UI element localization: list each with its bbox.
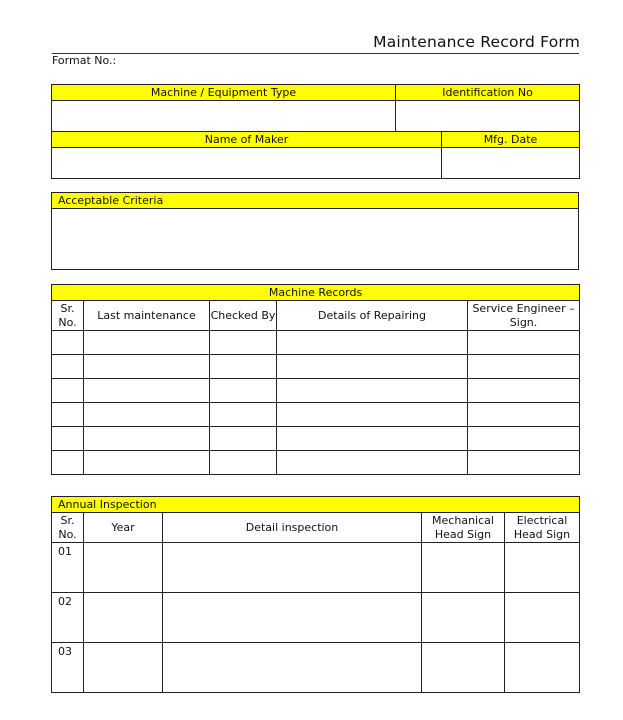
annual-inspection-header: Annual Inspection [52, 497, 580, 513]
equipment-table [51, 84, 580, 179]
table-row [52, 543, 580, 593]
table-cell[interactable] [468, 331, 580, 355]
table-cell[interactable] [163, 593, 422, 643]
machine-records-table [51, 284, 580, 475]
table-cell[interactable] [163, 543, 422, 593]
table-cell[interactable] [84, 355, 210, 379]
title-rule [52, 53, 579, 54]
table-cell[interactable] [210, 427, 277, 451]
table-row [52, 643, 580, 693]
maker-field[interactable] [52, 148, 442, 179]
mr-col-checked-by: Checked By [210, 301, 277, 331]
table-cell[interactable] [84, 643, 163, 693]
table-row [52, 331, 580, 355]
maker-header: Name of Maker [52, 132, 442, 148]
table-row [52, 379, 580, 403]
table-cell[interactable] [422, 543, 505, 593]
table-cell[interactable] [468, 427, 580, 451]
table-cell[interactable] [277, 355, 468, 379]
table-cell[interactable] [84, 543, 163, 593]
table-cell[interactable] [505, 593, 580, 643]
table-cell[interactable] [163, 643, 422, 693]
table-cell[interactable] [210, 355, 277, 379]
table-cell[interactable] [52, 331, 84, 355]
ai-col-mechanical-head-sign: Mechanical Head Sign [422, 513, 505, 543]
criteria-header: Acceptable Criteria [52, 193, 579, 209]
criteria-table [51, 192, 579, 270]
row-number: 02 [52, 593, 84, 643]
table-cell[interactable] [84, 403, 210, 427]
mr-col-details-repairing: Details of Repairing [277, 301, 468, 331]
table-row [52, 355, 580, 379]
table-cell[interactable] [277, 427, 468, 451]
ai-col-electrical-head-sign: Electrical Head Sign [505, 513, 580, 543]
form-title: Maintenance Record Form [373, 33, 580, 51]
table-cell[interactable] [210, 451, 277, 475]
table-cell[interactable] [277, 379, 468, 403]
table-cell[interactable] [505, 543, 580, 593]
table-cell[interactable] [52, 355, 84, 379]
mr-col-service-engineer-sign: Service Engineer – Sign. [468, 301, 580, 331]
identification-field[interactable] [396, 101, 580, 132]
table-row [52, 593, 580, 643]
table-cell[interactable] [52, 451, 84, 475]
table-cell[interactable] [84, 451, 210, 475]
table-cell[interactable] [84, 331, 210, 355]
table-cell[interactable] [468, 355, 580, 379]
ai-col-year: Year [84, 513, 163, 543]
machine-type-field[interactable] [52, 101, 396, 132]
annual-inspection-table [51, 496, 580, 693]
table-cell[interactable] [52, 403, 84, 427]
table-row [52, 451, 580, 475]
criteria-field[interactable] [52, 209, 579, 270]
table-row [52, 403, 580, 427]
table-cell[interactable] [52, 427, 84, 451]
machine-records-header: Machine Records [52, 285, 580, 301]
mr-col-last-maintenance: Last maintenance [84, 301, 210, 331]
table-cell[interactable] [84, 379, 210, 403]
mfg-date-field[interactable] [442, 148, 580, 179]
table-row [52, 427, 580, 451]
table-cell[interactable] [277, 331, 468, 355]
table-cell[interactable] [422, 593, 505, 643]
table-cell[interactable] [468, 403, 580, 427]
identification-header: Identification No [396, 85, 580, 101]
ai-col-detail-inspection: Detail inspection [163, 513, 422, 543]
table-cell[interactable] [210, 379, 277, 403]
table-cell[interactable] [52, 379, 84, 403]
table-cell[interactable] [277, 403, 468, 427]
row-number: 03 [52, 643, 84, 693]
format-number-label: Format No.: [52, 54, 117, 67]
table-cell[interactable] [468, 451, 580, 475]
table-cell[interactable] [277, 451, 468, 475]
machine-type-header: Machine / Equipment Type [52, 85, 396, 101]
table-cell[interactable] [210, 403, 277, 427]
table-cell[interactable] [422, 643, 505, 693]
mr-col-sr-no: Sr. No. [52, 301, 84, 331]
table-cell[interactable] [505, 643, 580, 693]
ai-col-sr-no: Sr. No. [52, 513, 84, 543]
table-cell[interactable] [210, 331, 277, 355]
table-cell[interactable] [84, 593, 163, 643]
table-cell[interactable] [84, 427, 210, 451]
row-number: 01 [52, 543, 84, 593]
table-cell[interactable] [468, 379, 580, 403]
mfg-date-header: Mfg. Date [442, 132, 580, 148]
